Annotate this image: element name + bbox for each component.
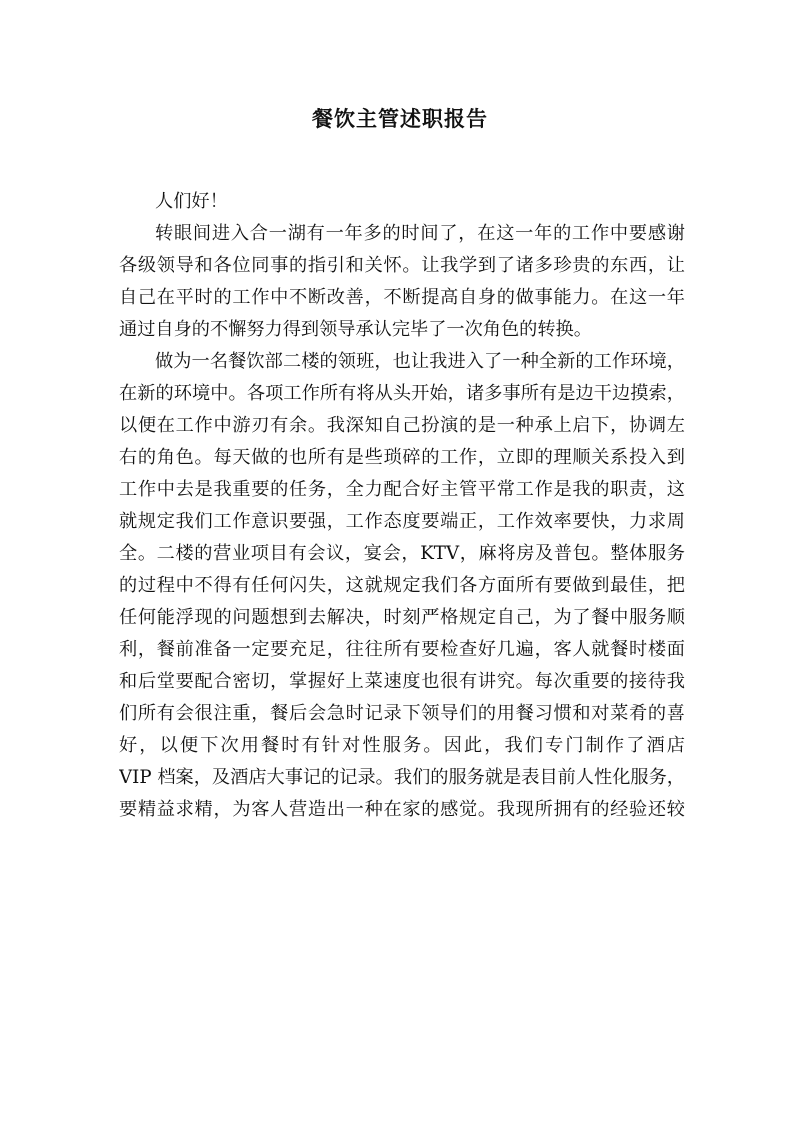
- document-body: [119, 186, 685, 826]
- text-line: 的过程中不得有任何闪失，这就规定我们各方面所有要做到最佳，把: [119, 575, 685, 596]
- text-line: 要精益求精，为客人营造出一种在家的感觉。我现所拥有的经验还较: [119, 799, 685, 820]
- text-line: 右的角色。每天做的也所有是些琐碎的工作，立即的理顺关系投入到: [119, 447, 685, 468]
- text-line: 工作中去是我重要的任务，全力配合好主管平常工作是我的职责，这: [119, 479, 685, 500]
- text-line: 以便在工作中游刃有余。我深知自己扮演的是一种承上启下，协调左: [119, 415, 685, 436]
- text-line: 自己在平时的工作中不断改善，不断提高自身的做事能力。在这一年: [119, 287, 685, 308]
- text-line: 利，餐前准备一定要充足，往往所有要检查好几遍，客人就餐时楼面: [119, 639, 685, 660]
- text-line: VIP 档案，及酒店大事记的记录。我们的服务就是表目前人性化服务，: [119, 767, 685, 788]
- text-line: 人们好！: [155, 191, 228, 212]
- text-line: 任何能浮现的问题想到去解决，时刻严格规定自己，为了餐中服务顺: [119, 607, 685, 628]
- text-line: 通过自身的不懈努力得到领导承认完毕了一次角色的转换。: [119, 319, 592, 340]
- text-line: 全。二楼的营业项目有会议，宴会，KTV，麻将房及普包。整体服务: [119, 543, 685, 564]
- text-line: 做为一名餐饮部二楼的领班，也让我进入了一种全新的工作环境，: [155, 351, 685, 372]
- text-line: 们所有会很注重，餐后会急时记录下领导们的用餐习惯和对菜肴的喜: [119, 703, 685, 724]
- text-line: 和后堂要配合密切，掌握好上菜速度也很有讲究。每次重要的接待我: [119, 671, 685, 692]
- text-line: 好，以便下次用餐时有针对性服务。因此，我们专门制作了酒店: [119, 735, 685, 756]
- text-line: 在新的环境中。各项工作所有将从头开始，诸多事所有是边干边摸索，: [119, 383, 685, 404]
- document-title: 餐饮主管述职报告: [312, 106, 488, 131]
- text-line: 转眼间进入合一湖有一年多的时间了，在这一年的工作中要感谢: [155, 223, 685, 244]
- text-line: 各级领导和各位同事的指引和关怀。让我学到了诸多珍贵的东西，让: [119, 255, 685, 276]
- text-line: 就规定我们工作意识要强，工作态度要端正，工作效率要快，力求周: [119, 511, 685, 532]
